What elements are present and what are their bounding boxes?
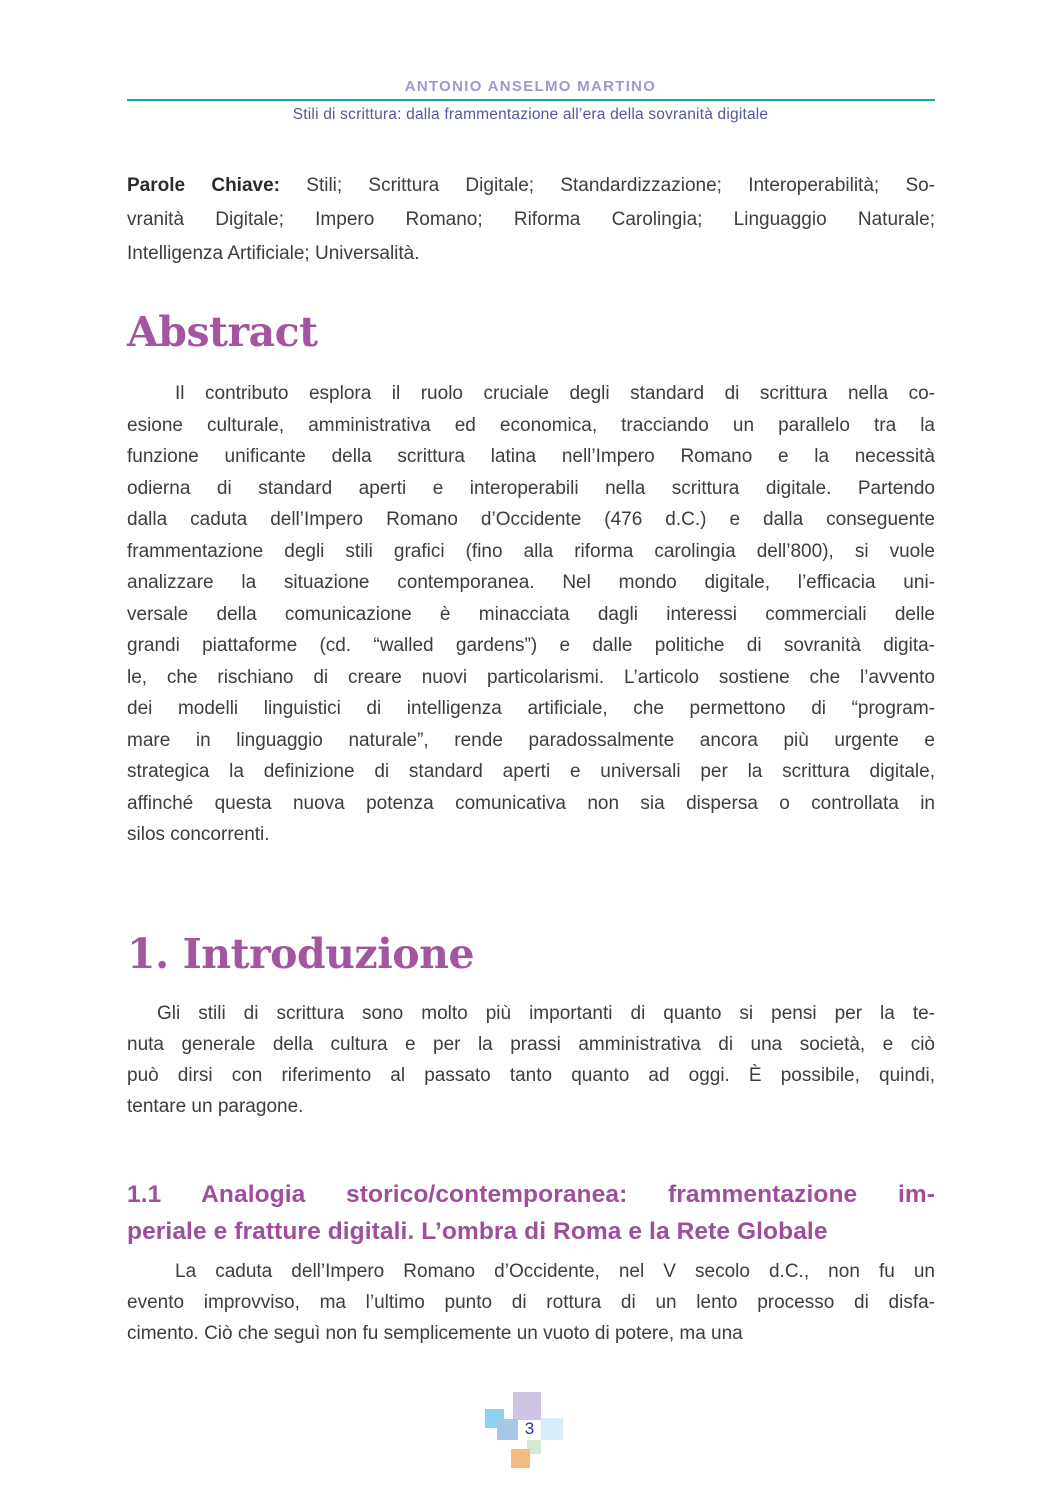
introduction-paragraph	[127, 998, 935, 1122]
text-line: silos concorrenti.	[127, 824, 270, 845]
abstract-heading: Abstract	[127, 308, 318, 356]
text-line: grandi piattaforme (cd. “walled gardens”) e dalle politiche di sovranità digita-	[127, 635, 935, 656]
text-line: odierna di standard aperti e interoperabili nella scrittura digitale. Partendo	[127, 477, 935, 499]
keywords-text: Stili; Scrittura Digitale; Standardizzazione; Interoperabilità; So-	[306, 175, 936, 196]
author-name: ANTONIO ANSELMO MARTINO	[404, 78, 657, 95]
decor-square-orange	[511, 1449, 530, 1468]
text-line: cimento. Ciò che seguì non fu semplicemente un vuoto di potere, ma una	[127, 1323, 743, 1344]
introduction-heading: 1. Introduzione	[127, 930, 475, 978]
text-line: le, che rischiano di creare nuovi particolarismi. L’articolo sostiene che l’avvento	[127, 666, 935, 688]
text-line: esione culturale, amministrativa ed economica, tracciando un parallelo tra la	[127, 414, 935, 436]
text-line: nuta generale della cultura e per la prassi amministrativa di una società, e ciò	[127, 1034, 935, 1055]
keywords-line	[127, 169, 935, 203]
section-1-1-paragraph	[127, 1256, 935, 1349]
text-line: evento improvviso, ma l’ultimo punto di rottura di un lento processo di disfa-	[127, 1292, 935, 1313]
keywords-block	[127, 169, 935, 271]
text-line: strategica la definizione di standard aperti e universali per la scrittura digitale,	[127, 761, 935, 782]
page-number: 3	[524, 1419, 535, 1438]
decor-square-pale-blue	[541, 1418, 563, 1440]
decor-square-lavender	[513, 1392, 541, 1420]
text-line: affinché questa nuova potenza comunicativa non sia dispersa o controllata in	[127, 792, 935, 814]
keywords-line: vranità Digitale; Impero Romano; Riforma Carolingia; Linguaggio Naturale;	[127, 209, 935, 230]
text-line: analizzare la situazione contemporanea. Nel mondo digitale, l’efficacia uni-	[127, 572, 935, 593]
header-divider	[127, 99, 935, 101]
text-line: tentare un paragone.	[127, 1096, 304, 1117]
text-line: mare in linguaggio naturale”, rende paradossalmente ancora più urgente e	[127, 729, 935, 751]
text-line: può dirsi con riferimento al passato tanto quanto ad oggi. È possibile, quindi,	[127, 1065, 935, 1086]
text-line: frammentazione degli stili grafici (fino alla riforma carolingia dell’800), si vuole	[127, 540, 935, 562]
text-line: dei modelli linguistici di intelligenza artificiale, che permettono di “program-	[127, 698, 935, 719]
text-line: dalla caduta dell’Impero Romano d’Occidente (476 d.C.) e dalla conseguente	[127, 509, 935, 530]
decor-square-mid-blue	[497, 1419, 518, 1440]
keywords-line: Intelligenza Artificiale; Universalità.	[127, 243, 420, 264]
document-subtitle: Stili di scrittura: dalla frammentazione all’era della sovranità digitale	[292, 106, 769, 123]
section-1-1-heading	[127, 1176, 935, 1250]
text-line: Gli stili di scrittura sono molto più importanti di quanto si pensi per la te-	[157, 1003, 935, 1024]
text-line: La caduta dell’Impero Romano d’Occidente, nel V secolo d.C., non fu un	[175, 1261, 935, 1282]
text-line: Il contributo esplora il ruolo cruciale degli standard di scrittura nella co-	[175, 383, 935, 404]
text-line: funzione unificante della scrittura latina nell’Impero Romano e la necessità	[127, 446, 935, 467]
text-line: versale della comunicazione è minacciata dagli interessi commerciali delle	[127, 603, 935, 625]
abstract-paragraph	[127, 378, 935, 851]
text-line: 1.1 Analogia storico/contemporanea: frammentazione im-	[127, 1181, 935, 1208]
keywords-label: Parole Chiave:	[127, 175, 307, 196]
text-line: periale e fratture digitali. L’ombra di Roma e la Rete Globale	[127, 1218, 828, 1245]
